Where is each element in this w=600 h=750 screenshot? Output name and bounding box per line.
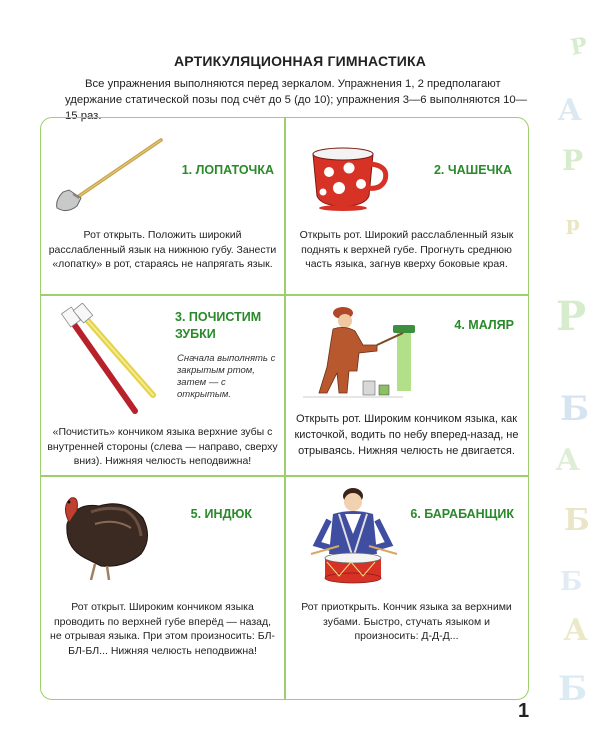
cup-illustration [303,140,393,212]
exercise-description: «Почистить» кончиком языка верхние зубы с внутренней стороны (слева — направо, сверху вниз). Нижняя челюсть неподвижна! [47,426,278,467]
svg-text:p: p [566,211,580,235]
exercise-card-1 [41,118,284,304]
decorative-letters-border [550,0,600,750]
svg-text:A: A [564,613,588,648]
exercise-title: 4. МАЛЯР [454,318,514,332]
exercise-description: Рот приоткрыть. Кончик языка за верхними зубами. Быстро, стучать языком и произносить: Д-Д-Д... [301,601,512,642]
svg-text:Б: Б [560,389,590,429]
exercise-description: Рот открыт. Широким кончиком языка проводить по верхней губе вперёд — назад, не отрывая языка. При этом произносить: БЛ-БЛ-БЛ... Нижняя челюсть неподвижна! [50,601,275,657]
exercise-card-2 [285,118,528,304]
exercise-description: Открыть рот. Широкий расслабленный язык поднять к верхней губе. Прогнуть среднюю часть языка, загнув кверху боковые края. [299,229,514,270]
exercise-title: 5. ИНДЮК [190,507,252,521]
painter-illustration [293,301,423,407]
svg-text:P: P [556,293,587,340]
svg-text:Б: Б [560,567,583,597]
exercise-title: 6. БАРАБАНЩИК [410,507,514,521]
exercise-title: 2. ЧАШЕЧКА [433,163,512,177]
svg-text:Б: Б [558,669,588,709]
svg-text:A: A [556,443,580,478]
page-number: 1 [518,700,530,722]
toothbrush-illustration [57,303,157,423]
page-title: АРТИКУЛЯЦИОННАЯ ГИМНАСТИКА [173,53,427,69]
turkey-illustration [55,488,155,584]
svg-text:Б: Б [564,503,590,538]
exercise-card-6 [285,476,528,662]
svg-text:A: A [558,93,582,128]
drummer-illustration [309,484,399,596]
svg-text:P: P [568,32,590,61]
exercise-title [175,309,272,343]
exercise-title-line: ЗУБКИ [175,327,216,341]
exercise-card-3 [41,295,284,481]
shovel-illustration [49,134,169,214]
exercise-card-5 [41,476,284,662]
exercise-note: Сначала выполнять с закрытым ртом, затем — с открытым. [177,353,276,400]
exercise-card-4 [285,295,528,481]
exercise-description: Открыть рот. Широким кончиком языка, как кисточкой, водить по небу вперед-назад, не отрываясь. Нижняя челюсть не двигается. [294,413,519,457]
exercise-title-line: 3. ПОЧИСТИМ [175,310,262,324]
exercises-grid [40,117,529,700]
exercise-title: 1. ЛОПАТОЧКА [181,163,274,177]
intro-paragraph: Все упражнения выполняются перед зеркалом. Упражнения 1, 2 предполагают удержание статической позы под счёт до 5 (до 10); упражнения 3—6 выполняются 10—15 раз. [65,78,527,122]
exercise-description: Рот открыть. Положить широкий расслабленный язык на нижнюю губу. Занести «лопатку» в рот, стараясь не напрягать язык. [48,229,277,270]
svg-text:P: P [562,144,584,177]
